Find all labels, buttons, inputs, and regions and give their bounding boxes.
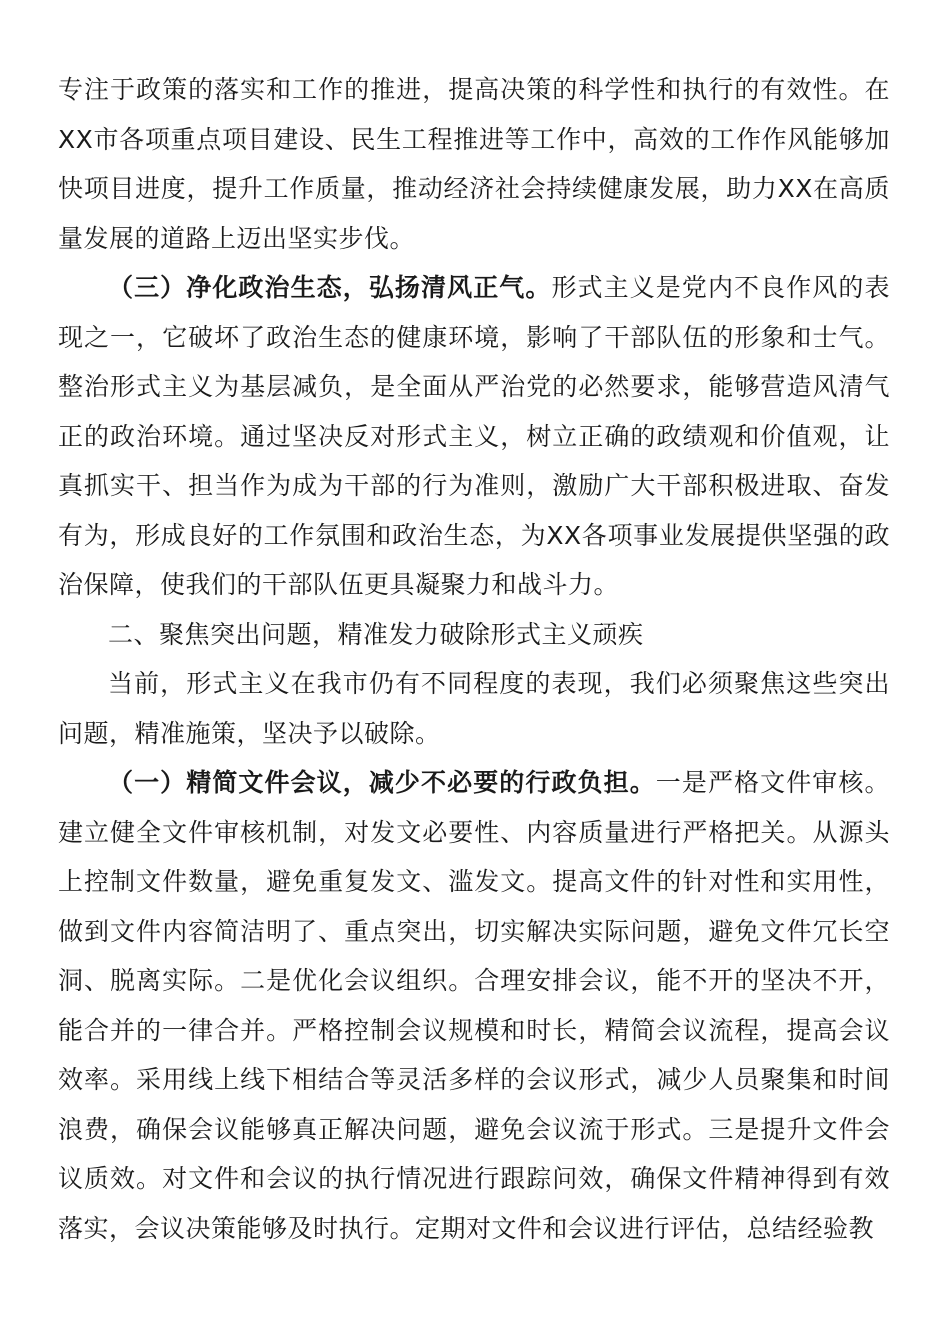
paragraph-intro: 当前，形式主义在我市仍有不同程度的表现，我们必须聚焦这些突出问题，精准施策，坚决予以破除。: [58, 669, 890, 748]
chapter-2-heading: 二、聚焦突出问题，精准发力破除形式主义顽疾: [108, 619, 644, 649]
section-1-body: 一是严格文件审核。建立健全文件审核机制，对发文必要性、内容质量进行严格把关。从源头上控制文件数量，避免重复发文、滥发文。提高文件的针对性和实用性，做到文件内容简洁明了、重点突出，切实解决实际问题，避免文件冗长空洞、脱离实际。二是优化会议组织。合理安排会议，能不开的坚决不开，能合并的一律合并。严格控制会议规模和时长，精简会议流程，提高会议效率。采用线上线下相结合等灵活多样的会议形式，减少人员聚集和时间浪费，确保会议能够真正解决问题，避免会议流于形式。三是提升文件会议质效。对文件和会议的执行情况进行跟踪问效，确保文件精神得到有效落实，会议决策能够及时执行。定期对文件和会议进行评估，总结经验教: [58, 768, 890, 1243]
section-3-body: 形式主义是党内不良作风的表现之一，它破坏了政治生态的健康环境，影响了干部队伍的形象和士气。整治形式主义为基层减负，是全面从严治党的必然要求，能够营造风清气正的政治环境。通过坚决反对形式主义，树立正确的政绩观和价值观，让真抓实干、担当作为成为干部的行为准则，激励广大干部积极进取、奋发有为，形成良好的工作氛围和政治生态，为XX各项事业发展提供坚强的政治保障，使我们的干部队伍更具凝聚力和战斗力。: [58, 273, 890, 599]
document-page: [58, 65, 890, 1253]
paragraph-continuation: 专注于政策的落实和工作的推进，提高决策的科学性和执行的有效性。在XX市各项重点项目建设、民生工程推进等工作中，高效的工作作风能够加快项目进度，提升工作质量，推动经济社会持续健康发展，助力XX在高质量发展的道路上迈出坚实步伐。: [58, 75, 890, 253]
paragraph-section-3: [58, 263, 890, 610]
section-1-heading: （一）精简文件会议，减少不必要的行政负担。: [108, 768, 656, 797]
section-3-heading: （三）净化政治生态，弘扬清风正气。: [108, 273, 552, 302]
paragraph-section-1: [58, 758, 890, 1253]
